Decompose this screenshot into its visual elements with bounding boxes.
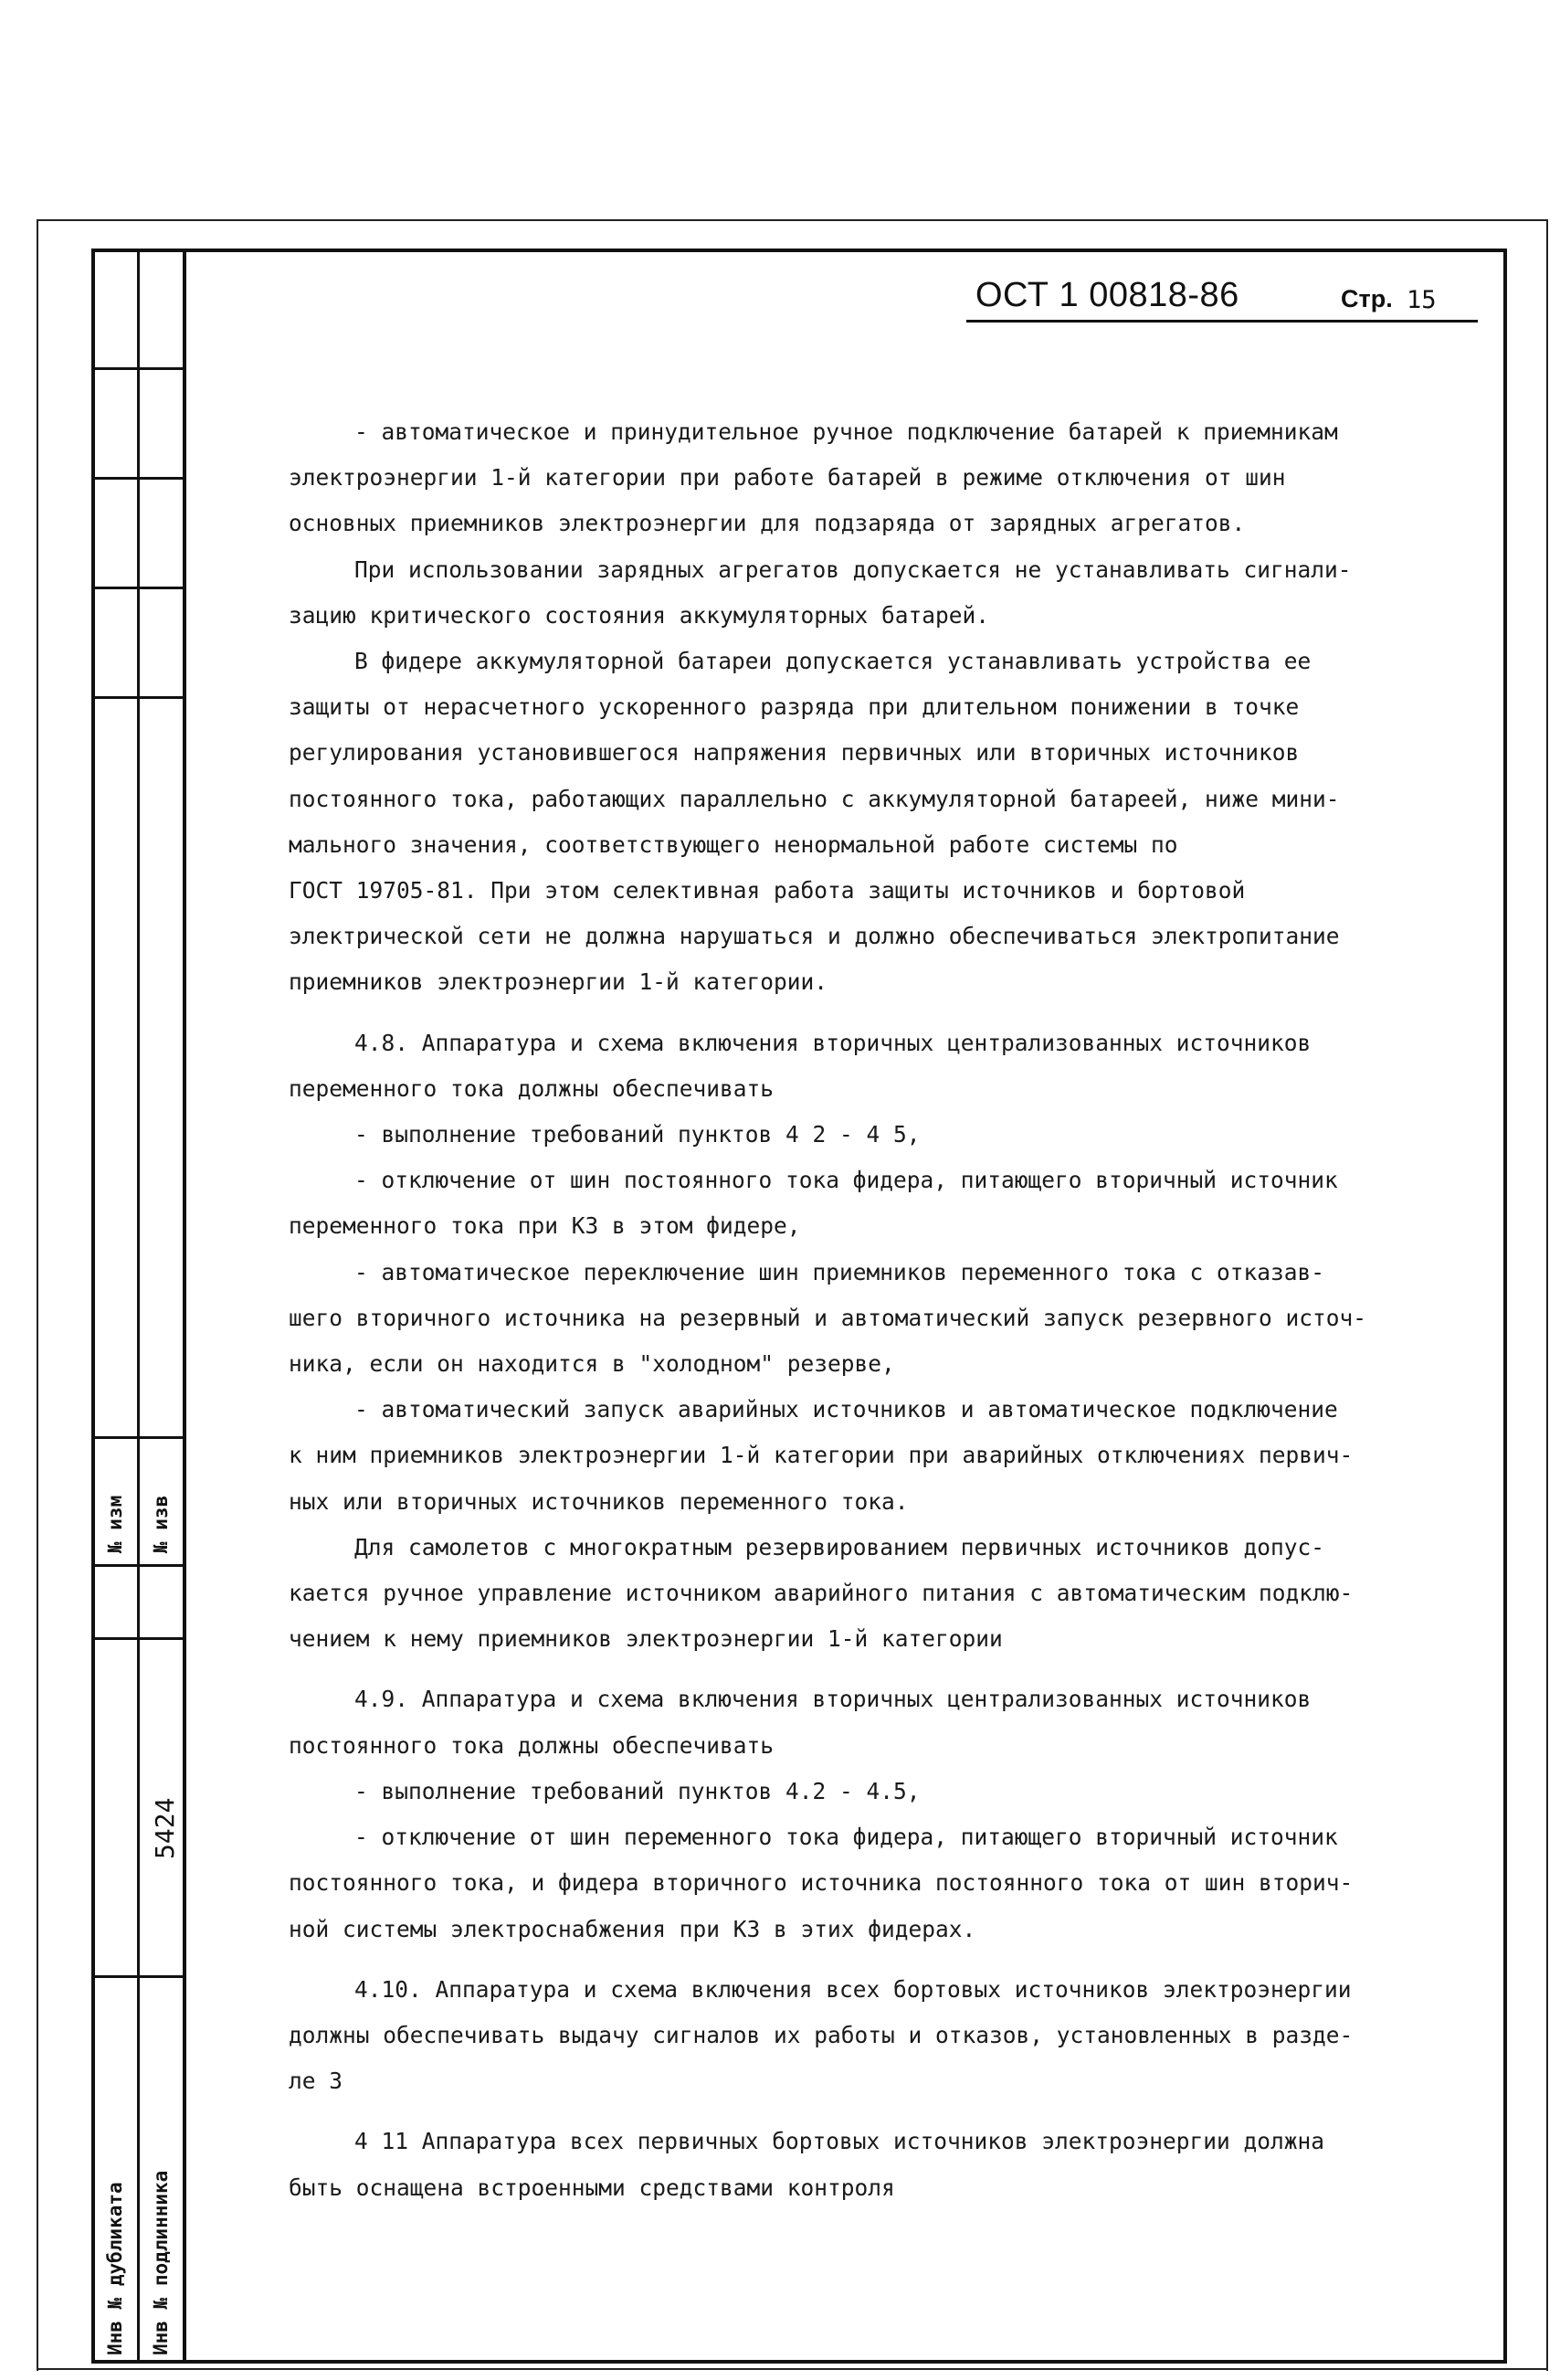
text-line: постоянного тока должны обеспечивать [289, 1731, 775, 1759]
text-line: ника, если он находится в "холодном" резерве, [289, 1350, 895, 1378]
text-line: электроэнергии 1-й категории при работе батарей в режиме отключения от шин [289, 464, 1286, 492]
outer-page-border-bottom [37, 2368, 1548, 2370]
text-line: - автоматический запуск аварийных источников и автоматическое подключение [354, 1396, 1338, 1423]
text-line: переменного тока должны обеспечивать [289, 1074, 775, 1102]
text-line: ле 3 [289, 2068, 343, 2095]
page-label: Стр. [1341, 285, 1393, 312]
text-line: кается ручное управление источником аварийного питания с автоматическим подклю- [289, 1580, 1354, 1607]
text-line: к ним приемников электроэнергии 1-й категории при аварийных отключениях первич- [289, 1442, 1354, 1469]
text-line: постоянного тока, и фидера вторичного источника постоянного тока от шин вторич- [289, 1869, 1354, 1897]
margin-strip-divider-2 [183, 249, 186, 2364]
strip-cell-line [91, 367, 183, 370]
text-line: чением к нему приемников электроэнергии 1-й категории [289, 1625, 1003, 1653]
field-dublikata-label: Инв № дубликата [104, 2182, 126, 2355]
text-line: Для самолетов с многократным резервированием первичных источников допус- [354, 1533, 1325, 1560]
text-line: В фидере аккумуляторной батареи допускается устанавливать устройства ее [354, 648, 1312, 675]
page-number: 15 [1407, 286, 1437, 314]
text-line: - выполнение требований пунктов 4.2 - 4.5, [354, 1777, 921, 1804]
field-podlinnika-label: Инв № подлинника [150, 2170, 172, 2355]
section-heading-4-11: 4 11 Аппаратура всех первичных бортовых источников электроэнергии должна [354, 2128, 1325, 2155]
strip-cell-line [91, 1564, 183, 1567]
strip-cell-line [91, 1637, 183, 1640]
inventory-number: 5424 [150, 1797, 180, 1859]
text-line: - выполнение требований пунктов 4 2 - 4 5, [354, 1121, 921, 1148]
strip-cell-line [91, 696, 183, 699]
text-line: При использовании зарядных агрегатов допускается не устанавливать сигнали- [354, 555, 1352, 583]
strip-cell-line [91, 587, 183, 589]
text-line: мального значения, соответствующего ненормальной работе системы по [289, 830, 1178, 858]
section-heading-4-9: 4.9. Аппаратура и схема включения вторичных централизованных источников [354, 1686, 1312, 1713]
document-code: ОСТ 1 00818-86 [975, 276, 1239, 314]
document-body [289, 409, 1439, 2211]
text-line: быть оснащена встроенными средствами контроля [289, 2174, 895, 2201]
section-heading-4-10: 4.10. Аппаратура и схема включения всех бортовых источников электроэнергии [354, 1975, 1352, 2003]
text-line: - отключение от шин постоянного тока фидера, питающего вторичный источник [354, 1167, 1338, 1194]
text-line: приемников электроэнергии 1-й категории. [289, 968, 828, 996]
header-underline [966, 320, 1478, 323]
section-heading-4-8: 4.8. Аппаратура и схема включения вторичных централизованных источников [354, 1029, 1312, 1056]
text-line: электрической сети не должна нарушаться и должно обеспечиваться электропитание [289, 923, 1340, 950]
text-line: постоянного тока, работающих параллельно с аккумуляторной батареей, ниже мини- [289, 785, 1340, 812]
text-line: - отключение от шин переменного тока фидера, питающего вторичный источник [354, 1824, 1338, 1851]
text-line: переменного тока при КЗ в этом фидере, [289, 1212, 801, 1240]
text-line: защиты от нерасчетного ускоренного разряда при длительном понижении в точке [289, 693, 1300, 721]
strip-cell-line [91, 477, 183, 480]
text-line: регулирования установившегося напряжения первичных или вторичных источников [289, 739, 1300, 767]
strip-cell-line [91, 1436, 183, 1439]
text-line: ГОСТ 19705-81. При этом селективная работа защиты источников и бортовой [289, 877, 1246, 904]
text-line: - автоматическое и принудительное ручное подключение батарей к приемникам [354, 418, 1338, 445]
field-izv-label: № изв [150, 1495, 172, 1553]
text-line: зацию критического состояния аккумуляторных батарей. [289, 601, 990, 629]
strip-cell-line [91, 1975, 183, 1978]
text-line: основных приемников электроэнергии для подзаряда от зарядных агрегатов. [289, 510, 1246, 537]
text-line: - автоматическое переключение шин приемников переменного тока с отказав- [354, 1258, 1325, 1285]
text-line: ной системы электроснабжения при КЗ в этих фидерах. [289, 1915, 976, 1942]
field-izm-label: № изм [104, 1495, 126, 1553]
text-line: ных или вторичных источников переменного тока. [289, 1487, 909, 1515]
text-line: шего вторичного источника на резервный и автоматический запуск резервного источ- [289, 1304, 1367, 1331]
text-line: должны обеспечивать выдачу сигналов их работы и отказов, установленных в разде- [289, 2021, 1354, 2048]
margin-strip-divider-1 [137, 249, 140, 2364]
